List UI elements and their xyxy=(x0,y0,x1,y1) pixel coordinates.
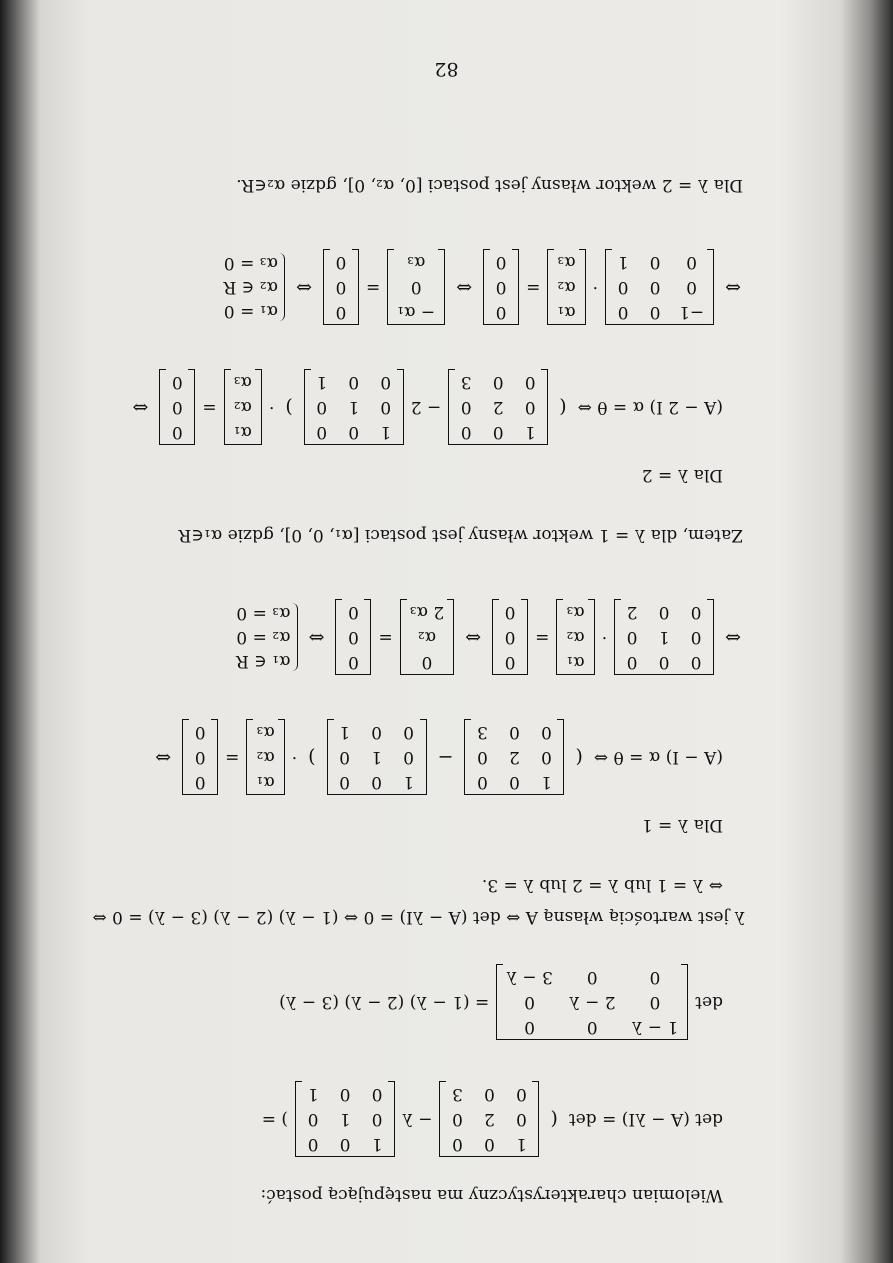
matrix-entry: 0 xyxy=(524,397,536,417)
matrix-entry: 0 xyxy=(403,722,414,742)
matrix-entry: 1 xyxy=(316,372,328,392)
matrix-entry: 0 xyxy=(617,302,629,322)
matrix-entry: 3 xyxy=(452,1084,463,1104)
eigenvalue-condition-line2: ⇔ λ = 1 lub λ = 2 lub λ = 3. xyxy=(481,875,723,895)
matrix-entry: 0 xyxy=(509,722,520,742)
matrix-entry: 0 xyxy=(690,627,702,647)
matrix-entry: 0 xyxy=(586,1017,598,1037)
matrix-entry: 0 xyxy=(348,372,360,392)
matrix-entry: 0 xyxy=(492,372,504,392)
matrix-entry: 0 xyxy=(171,397,183,417)
matrix-entry: 0 xyxy=(524,992,535,1012)
open-paren: ( xyxy=(550,1108,558,1130)
dot-operator: · xyxy=(601,627,608,647)
matrix-entry: 0 xyxy=(626,652,638,672)
matrix-entry: 0 xyxy=(495,302,507,322)
eigenvalue-condition-line1: λ jest wartością własną A ⇔ det (A − λI) = 0 ⇔ (1 − λ) (2 − λ) (3 − λ) = 0 ⇔ xyxy=(92,907,745,927)
matrix-A-minus-lambda-I xyxy=(496,964,688,1040)
matrix-entry: 0 xyxy=(504,652,516,672)
zero-vector xyxy=(182,719,218,795)
iff-symbol: ⇔ xyxy=(725,626,741,648)
matrix-entry: 1 xyxy=(371,747,382,767)
matrix-A-minus-2I xyxy=(605,249,714,325)
page-number: 82 xyxy=(434,58,459,80)
matrix-entry: 0 xyxy=(541,722,552,742)
matrix-A xyxy=(448,369,548,445)
case2-lhs: (A − 2 I) α = θ ⇔ xyxy=(577,397,723,417)
matrix-entry: α₃ xyxy=(566,602,585,622)
matrix-entry: −1 xyxy=(679,302,705,322)
matrix-entry: 0 xyxy=(348,652,359,672)
matrix-entry: 1 xyxy=(339,722,350,742)
matrix-entry: 0 xyxy=(649,277,661,297)
matrix-entry: 0 xyxy=(524,1017,535,1037)
zero-vector xyxy=(159,369,195,445)
matrix-entry: 2 xyxy=(626,602,638,622)
dot-operator: · xyxy=(592,277,599,297)
dot-operator: · xyxy=(291,747,298,767)
matrix-entry: 0 xyxy=(690,602,702,622)
open-paren: ( xyxy=(575,746,583,768)
matrix-I xyxy=(304,369,404,445)
matrix-entry: 1 xyxy=(403,772,414,792)
matrix-entry: 1 xyxy=(339,1109,351,1129)
matrix-entry: 0 xyxy=(541,747,552,767)
matrix-entry: 0 xyxy=(410,277,422,297)
close-paren: ) xyxy=(308,746,316,768)
matrix-entry: 0 xyxy=(617,277,629,297)
matrix-entry: 0 xyxy=(194,747,206,767)
matrix-entry: 1 xyxy=(348,397,360,417)
matrix-entry: 0 xyxy=(452,1134,463,1154)
matrix-entry: 0 xyxy=(495,277,507,297)
minus-two: − 2 xyxy=(410,397,442,417)
condition: α₃ = 0 xyxy=(236,603,291,623)
matrix-entry: 0 xyxy=(649,992,661,1012)
matrix-entry: 0 xyxy=(371,772,382,792)
condition: α₁ = 0 xyxy=(223,301,279,321)
equals-sign: = xyxy=(202,397,217,417)
matrix-entry: 1 xyxy=(380,422,392,442)
matrix-entry: 0 xyxy=(307,1134,319,1154)
matrix-entry: α₂ xyxy=(256,747,275,767)
matrix-entry: 1 xyxy=(524,422,536,442)
case2-system xyxy=(224,249,745,325)
matrix-entry: 1 xyxy=(516,1134,527,1154)
iff-symbol: ⇔ xyxy=(725,276,741,298)
matrix-entry: α₁ xyxy=(256,772,275,792)
vector-alpha xyxy=(547,249,585,325)
matrix-entry: 0 xyxy=(586,967,598,987)
result-vector-case2 xyxy=(387,249,445,325)
matrix-entry: 0 xyxy=(492,422,504,442)
zero-vector xyxy=(483,249,519,325)
matrix-entry: 0 xyxy=(504,602,516,622)
matrix-entry: 0 xyxy=(335,277,347,297)
matrix-entry: 2 xyxy=(492,397,504,417)
matrix-entry: 0 xyxy=(524,372,536,392)
det-lhs: det (A − λI) = det xyxy=(568,1109,723,1129)
matrix-entry: 0 xyxy=(171,422,183,442)
matrix-entry: 2 xyxy=(484,1109,495,1129)
matrix-entry: 0 xyxy=(649,967,661,987)
equals-sign: = xyxy=(365,277,381,297)
matrix-entry: 2 − λ xyxy=(568,992,616,1012)
matrix-entry: 0 xyxy=(335,252,347,272)
matrix-entry: 3 xyxy=(460,372,472,392)
matrix-entry: α₂ xyxy=(557,277,576,297)
matrix-entry: 0 xyxy=(339,1134,351,1154)
matrix-entry: 1 xyxy=(371,1134,383,1154)
matrix-entry: 0 xyxy=(307,1109,319,1129)
equals-sign: = xyxy=(526,277,541,297)
iff-symbol: ⇔ xyxy=(155,746,172,768)
equals-sign: = xyxy=(378,627,393,647)
det-product: = (1 − λ) (2 − λ) (3 − λ) xyxy=(279,992,490,1012)
matrix-entry: 2 α₃ xyxy=(409,602,445,622)
matrix-entry: 0 xyxy=(649,252,661,272)
matrix-entry: 0 xyxy=(171,372,183,392)
matrix-I xyxy=(295,1081,395,1157)
matrix-entry: 0 xyxy=(316,422,328,442)
case1-lhs: (A − I) α = θ ⇔ xyxy=(593,747,723,767)
matrix-A xyxy=(439,1081,539,1157)
matrix-entry: α₁ xyxy=(233,422,252,442)
equals-sign: = xyxy=(535,627,550,647)
matrix-entry: 0 xyxy=(371,722,382,742)
case1-conditions xyxy=(236,603,298,671)
result-vector-case1 xyxy=(400,599,455,675)
matrix-entry: 0 xyxy=(348,627,359,647)
case1-heading: Dla λ = 1 xyxy=(641,815,723,835)
vector-alpha xyxy=(246,719,284,795)
matrix-entry: α₂ xyxy=(417,627,437,647)
equals-sign: = xyxy=(225,747,240,767)
case1-equation xyxy=(151,719,723,795)
matrix-entry: 3 − λ xyxy=(506,967,553,987)
iff-symbol: ⇔ xyxy=(296,276,312,298)
matrix-I xyxy=(327,719,427,795)
matrix-entry: 0 xyxy=(504,627,516,647)
matrix-entry: 0 xyxy=(335,302,347,322)
matrix-entry: α₂ xyxy=(566,627,585,647)
zero-vector xyxy=(335,599,371,675)
matrix-entry: 0 xyxy=(339,772,350,792)
matrix-entry: 0 xyxy=(403,747,414,767)
matrix-entry: 0 xyxy=(509,772,520,792)
zero-vector xyxy=(323,249,359,325)
matrix-entry: 0 xyxy=(690,652,702,672)
matrix-entry: α₁ xyxy=(557,302,576,322)
case1-system xyxy=(236,599,745,675)
matrix-entry: 0 xyxy=(686,252,697,272)
matrix-entry: 1 xyxy=(307,1084,319,1104)
matrix-entry: 0 xyxy=(421,652,433,672)
minus-sign: − xyxy=(437,746,454,768)
equation-det-expanded xyxy=(279,964,723,1040)
vector-alpha xyxy=(224,369,262,445)
matrix-entry: 0 xyxy=(348,422,360,442)
matrix-entry: α₃ xyxy=(233,372,252,392)
matrix-entry: 0 xyxy=(194,722,206,742)
matrix-entry: 0 xyxy=(460,397,472,417)
matrix-entry: 0 xyxy=(649,302,661,322)
minus-lambda: − λ xyxy=(402,1109,433,1129)
open-paren: ( xyxy=(559,396,567,418)
case2-conclusion: Dla λ = 2 wektor własny jest postaci [0, α₂, 0], gdzie α₂∈R. xyxy=(236,175,743,195)
matrix-entry: 0 xyxy=(516,1109,527,1129)
matrix-entry: 0 xyxy=(371,1109,383,1129)
case2-conditions xyxy=(224,253,286,321)
matrix-A-minus-I xyxy=(614,599,714,675)
matrix-entry: 0 xyxy=(380,397,392,417)
matrix-entry: 0 xyxy=(516,1084,527,1104)
matrix-entry: 3 xyxy=(477,722,488,742)
case2-equation xyxy=(128,369,723,445)
matrix-entry: 0 xyxy=(339,747,350,767)
matrix-entry: 1 xyxy=(541,772,552,792)
matrix-entry: 0 xyxy=(477,747,488,767)
page xyxy=(20,0,873,1245)
matrix-entry: α₃ xyxy=(557,252,576,272)
matrix-entry: 0 xyxy=(316,397,328,417)
matrix-entry: 0 xyxy=(658,602,670,622)
matrix-entry: 1 − λ xyxy=(631,1017,679,1037)
matrix-entry: 0 xyxy=(477,772,488,792)
condition: α₃ = 0 xyxy=(223,253,279,273)
zero-vector xyxy=(492,599,528,675)
matrix-entry: 0 xyxy=(194,772,206,792)
matrix-entry: 0 xyxy=(495,252,507,272)
det-rhs: ) = xyxy=(261,1109,289,1129)
matrix-entry: α₃ xyxy=(256,722,275,742)
intro-text: Wielomian charakterystyczny ma następującą postać: xyxy=(260,1185,723,1205)
condition: α₂ ∈ R xyxy=(223,277,279,297)
condition: α₁ ∈ R xyxy=(236,651,291,671)
vector-alpha xyxy=(556,599,594,675)
iff-symbol: ⇔ xyxy=(456,276,473,298)
matrix-entry: α₃ xyxy=(407,252,426,272)
dot-operator: · xyxy=(268,397,275,417)
matrix-entry: 0 xyxy=(452,1109,463,1129)
matrix-entry: α₂ xyxy=(233,397,252,417)
matrix-entry: 0 xyxy=(339,1084,351,1104)
det-label: det xyxy=(695,992,723,1012)
close-paren: ) xyxy=(285,396,293,418)
matrix-entry: 0 xyxy=(626,627,638,647)
case2-heading: Dla λ = 2 xyxy=(641,465,723,485)
matrix-entry: 2 xyxy=(509,747,520,767)
iff-symbol: ⇔ xyxy=(308,626,325,648)
matrix-entry: 0 xyxy=(371,1084,383,1104)
matrix-entry: 1 xyxy=(658,627,670,647)
condition: α₂ = 0 xyxy=(236,627,291,647)
matrix-entry: − α₁ xyxy=(397,302,436,322)
matrix-entry: α₁ xyxy=(566,652,585,672)
equation-det-definition xyxy=(262,1081,723,1157)
matrix-entry: 0 xyxy=(686,277,697,297)
matrix-entry: 0 xyxy=(658,652,670,672)
matrix-entry: 0 xyxy=(484,1084,495,1104)
matrix-entry: 0 xyxy=(460,422,472,442)
iff-symbol: ⇔ xyxy=(465,626,482,648)
matrix-A xyxy=(464,719,564,795)
matrix-entry: 1 xyxy=(617,252,629,272)
iff-symbol: ⇔ xyxy=(132,396,149,418)
matrix-entry: 0 xyxy=(348,602,359,622)
matrix-entry: 0 xyxy=(484,1134,495,1154)
case1-conclusion: Zatem, dla λ = 1 wektor własny jest postaci [α₁, 0, 0], gdzie α₁∈R xyxy=(178,525,743,545)
matrix-entry: 0 xyxy=(380,372,392,392)
